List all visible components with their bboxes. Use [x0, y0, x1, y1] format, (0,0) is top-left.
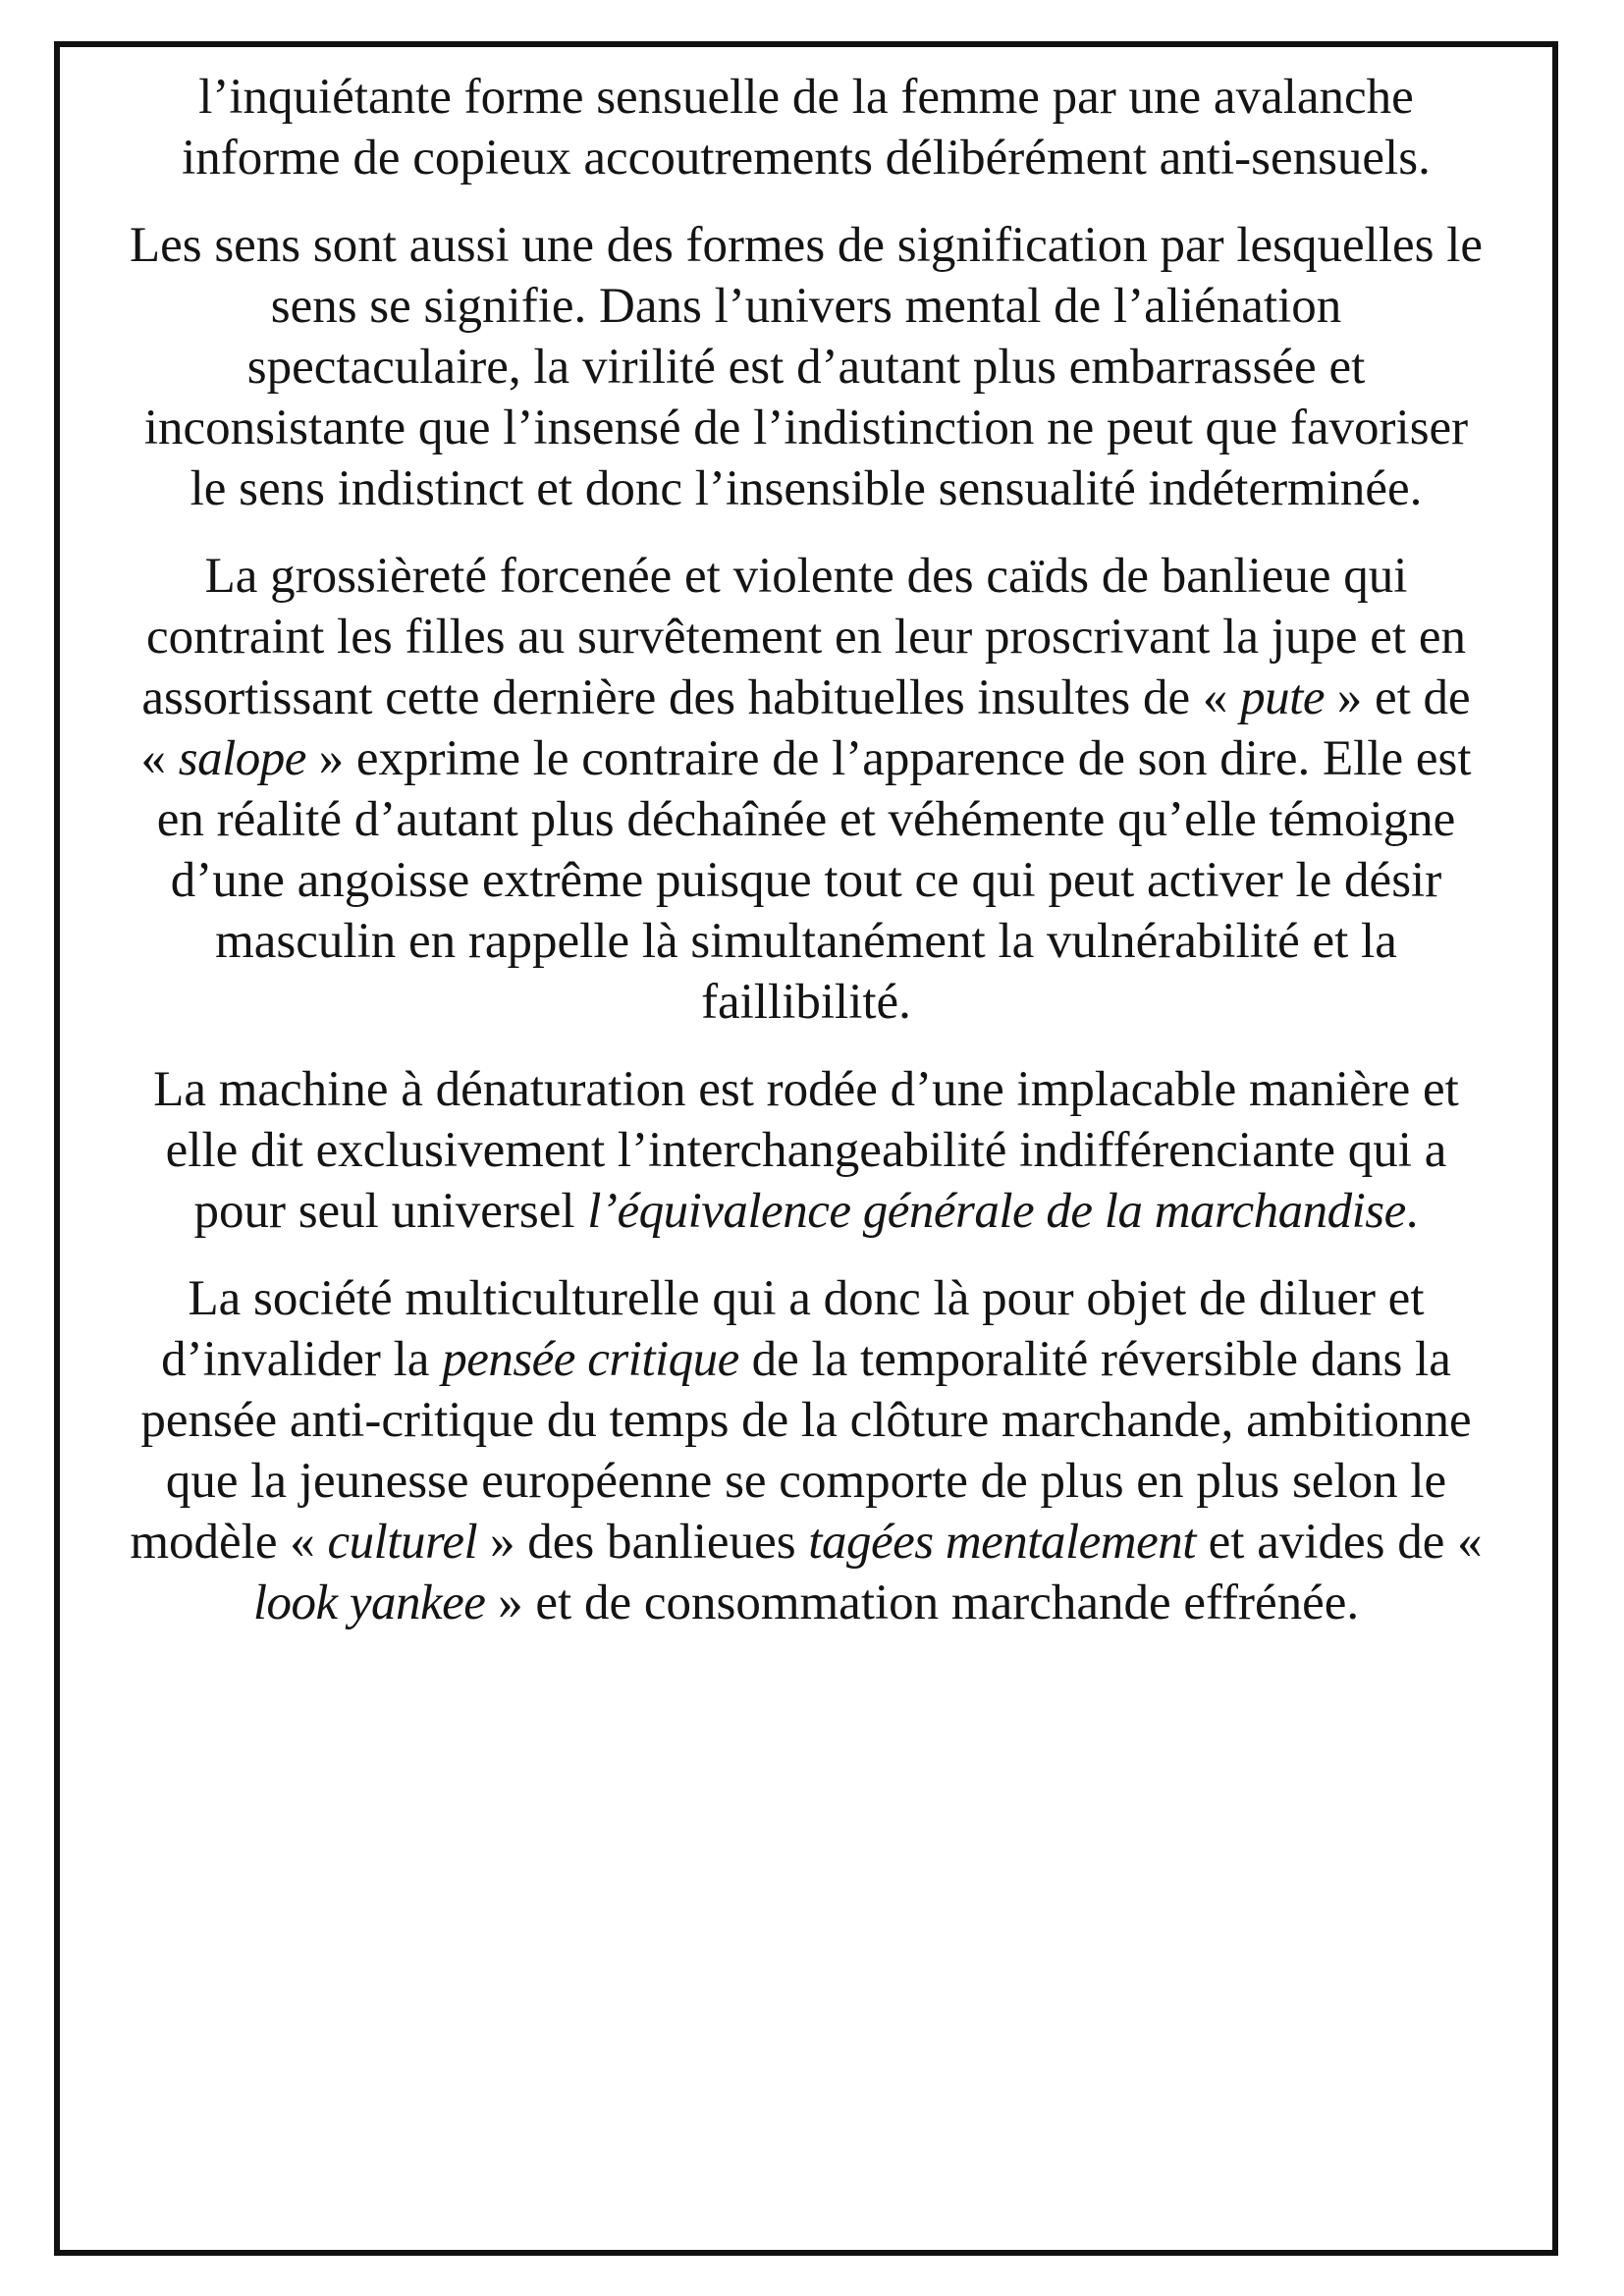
paragraph-3-text: » exprime le contraire de l’apparence de son dire. Elle est en réalité d’autant plus déchaînée et véhémente qu’elle témoigne d’une angoisse extrême puisque tout ce qui peut activer le désir masculin en rappelle là simultanément la vulnérabilité et la faillibilité. [156, 731, 1472, 1030]
paragraph-5-text: et avides de « [1195, 1515, 1483, 1570]
italic-culturel: culturel [327, 1515, 478, 1570]
paragraph-1-text: l’inquiétante forme sensuelle de la femme par une avalanche informe de copieux accoutrements délibérément anti-sensuels. [182, 70, 1431, 186]
paragraph-4-text: . [1405, 1184, 1419, 1239]
italic-salope: salope [178, 731, 306, 786]
italic-equivalence-generale: l’équivalence générale de la marchandise [587, 1184, 1406, 1239]
paragraph-4 [129, 1059, 1484, 1242]
paragraph-5-text: » et de consommation marchande effrénée. [485, 1575, 1360, 1630]
paragraph-5-text: La société multiculturelle qui a donc là pour objet de diluer et d’invalider la [161, 1271, 1425, 1387]
italic-pensee-critique: pensée critique [442, 1332, 739, 1387]
paragraph-3 [129, 546, 1484, 1033]
paragraph-2 [129, 215, 1484, 519]
paragraph-5-text: » des banlieues [477, 1515, 809, 1570]
page-border [54, 41, 1558, 2256]
italic-pute: pute [1240, 670, 1325, 725]
paragraph-3-text: » et de « [140, 670, 1471, 786]
paragraph-3-text: La grossièreté forcenée et violente des caïds de banlieue qui contraint les filles au survêtement en leur proscrivant la jupe et en assortissant cette dernière des habituelles insultes de « [141, 549, 1466, 725]
italic-tagees-mentalement: tagées mentalement [808, 1515, 1196, 1570]
paragraph-1 [129, 67, 1484, 188]
paragraph-4-text: La machine à dénaturation est rodée d’une implacable manière et elle dit exclusivement l’interchangeabilité indifférenciante qui a pour seul universel [153, 1062, 1459, 1239]
italic-look-yankee: look yankee [252, 1575, 486, 1630]
paragraph-2-text: Les sens sont aussi une des formes de signification par lesquelles le sens se signifie. Dans l’univers mental de l’aliénation spectaculaire, la virilité est d’autant plus embarrassée et inconsistante que l’insensé de l’indistinction ne peut que favoriser le sens indistinct et donc l’insensible sensualité indéterminée. [129, 218, 1484, 516]
paragraph-5-text: de la temporalité réversible dans la pensée anti-critique du temps de la clôture marchande, ambitionne que la jeunesse européenne se comporte de plus en plus selon le modèle « [130, 1332, 1472, 1570]
paragraph-5 [129, 1268, 1484, 1633]
text-body [129, 67, 1484, 1660]
